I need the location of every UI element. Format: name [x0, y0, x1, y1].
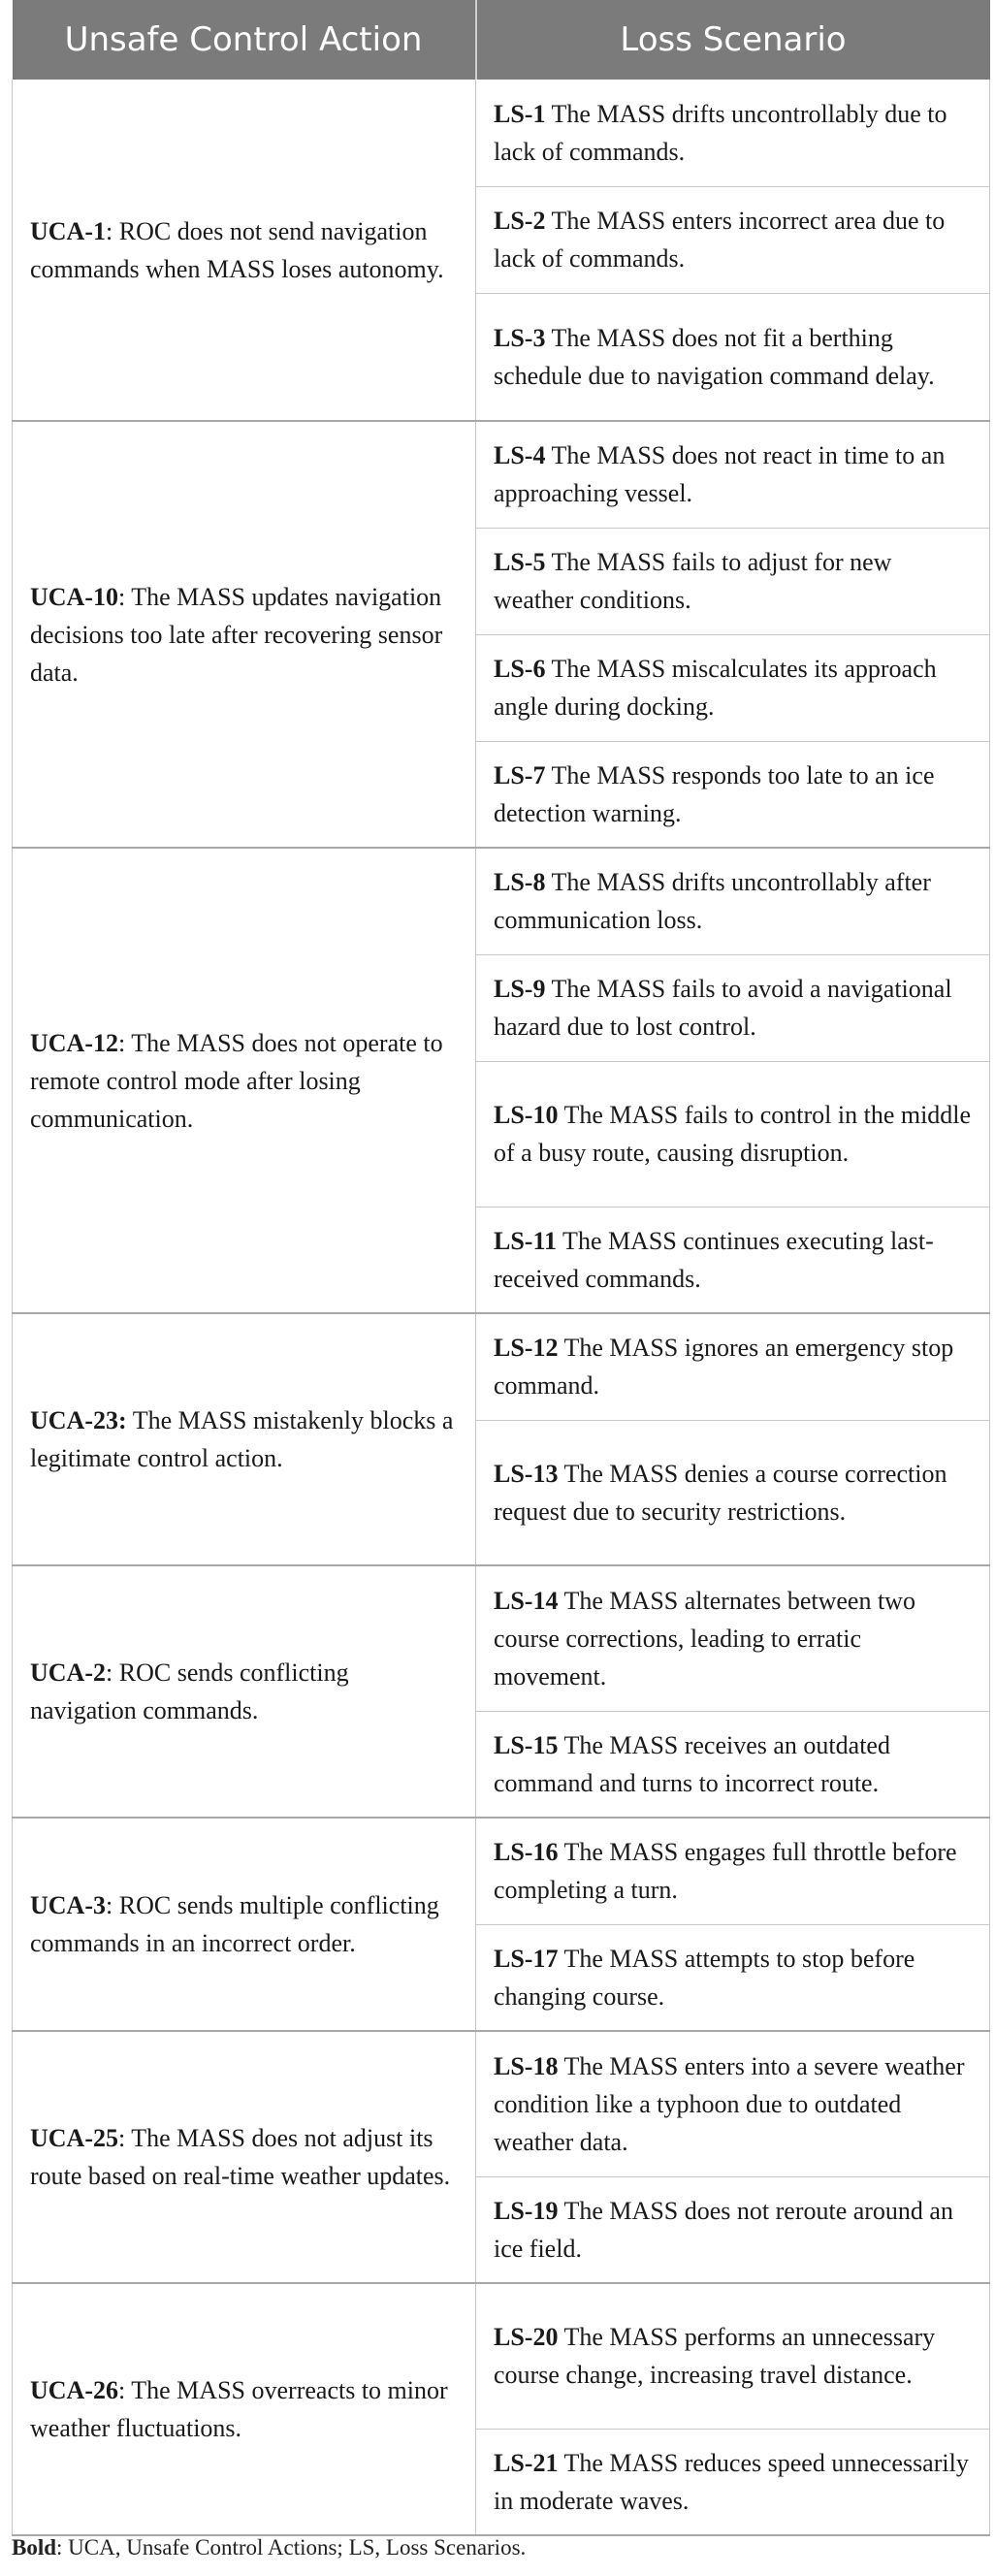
uca-description: The MASS does not operate to remote control mode after losing communication.	[30, 1028, 443, 1133]
uca-description: ROC sends multiple conflicting commands in an incorrect order.	[30, 1891, 439, 1957]
table-row	[13, 1818, 990, 1924]
table-row	[13, 1313, 990, 1420]
uca-cell	[13, 80, 476, 421]
loss-scenario-id: LS-4	[494, 441, 546, 470]
loss-scenario-id: LS-17	[494, 1944, 559, 1973]
loss-scenario-cell	[476, 848, 990, 954]
uca-id: UCA-2	[30, 1658, 106, 1687]
uca-description: ROC does not send navigation commands when MASS loses autonomy.	[30, 216, 444, 283]
loss-scenario-id: LS-9	[494, 975, 546, 1003]
loss-scenario-id: LS-1	[494, 99, 546, 128]
uca-separator: :	[118, 2376, 126, 2404]
uca-id: UCA-26	[30, 2376, 118, 2404]
uca-description: The MASS mistakenly blocks a legitimate control action.	[30, 1406, 454, 1472]
column-header-unsafe-control-action: Unsafe Control Action	[13, 0, 476, 80]
loss-scenario-id: LS-11	[494, 1226, 558, 1255]
uca-separator: :	[106, 1891, 113, 1919]
uca-loss-scenario-table	[12, 0, 990, 2536]
loss-scenario-cell	[476, 954, 990, 1061]
loss-scenario-id: LS-3	[494, 323, 546, 352]
table-row	[13, 2031, 990, 2176]
uca-cell	[13, 848, 476, 1313]
loss-scenario-description: The MASS continues executing last-received commands.	[494, 1226, 934, 1293]
column-header-loss-scenario: Loss Scenario	[476, 0, 990, 80]
loss-scenario-cell	[476, 1313, 990, 1420]
table-row	[13, 421, 990, 528]
loss-scenario-description: The MASS alternates between two course corrections, leading to erratic movement.	[494, 1586, 915, 1690]
uca-separator: :	[118, 1028, 126, 1057]
loss-scenario-cell	[476, 1818, 990, 1924]
loss-scenario-cell	[476, 2176, 990, 2283]
table-row	[13, 848, 990, 954]
loss-scenario-description: The MASS does not react in time to an approaching vessel.	[494, 441, 946, 508]
loss-scenario-cell	[476, 186, 990, 293]
loss-scenario-cell	[476, 2031, 990, 2176]
loss-scenario-id: LS-14	[494, 1586, 559, 1615]
loss-scenario-id: LS-15	[494, 1730, 559, 1759]
table-row	[13, 2283, 990, 2429]
footnote-text: : UCA, Unsafe Control Actions; LS, Loss Scenarios.	[56, 2535, 527, 2560]
loss-scenario-id: LS-13	[494, 1459, 559, 1488]
loss-scenario-id: LS-19	[494, 2196, 559, 2225]
loss-scenario-cell	[476, 528, 990, 634]
loss-scenario-description: The MASS performs an unnecessary course change, increasing travel distance.	[494, 2323, 936, 2390]
loss-scenario-description: The MASS denies a course correction request due to security restrictions.	[494, 1459, 947, 1526]
loss-scenario-cell	[476, 1565, 990, 1711]
loss-scenario-description: The MASS ignores an emergency stop command.	[494, 1334, 954, 1401]
uca-id: UCA-1	[30, 216, 106, 245]
loss-scenario-id: LS-18	[494, 2051, 559, 2080]
loss-scenario-cell	[476, 80, 990, 186]
uca-cell	[13, 1565, 476, 1818]
table-body	[13, 80, 990, 2535]
loss-scenario-description: The MASS does not fit a berthing schedule due to navigation command delay.	[494, 323, 935, 390]
uca-description: The MASS updates navigation decisions too late after recovering sensor data.	[30, 582, 443, 687]
loss-scenario-cell	[476, 1420, 990, 1565]
loss-scenario-description: The MASS enters into a severe weather condition like a typhoon due to outdated weather data.	[494, 2051, 965, 2156]
uca-description: The MASS overreacts to minor weather fluctuations.	[30, 2376, 448, 2442]
uca-cell	[13, 2283, 476, 2535]
loss-scenario-id: LS-21	[494, 2448, 559, 2477]
uca-separator: :	[106, 216, 113, 245]
loss-scenario-cell	[476, 293, 990, 421]
loss-scenario-description: The MASS drifts uncontrollably due to lack of commands.	[494, 99, 947, 166]
loss-scenario-id: LS-7	[494, 760, 546, 789]
table-row	[13, 1565, 990, 1711]
uca-cell	[13, 1818, 476, 2031]
loss-scenario-id: LS-8	[494, 868, 546, 897]
uca-cell	[13, 2031, 476, 2283]
uca-separator: :	[118, 2124, 126, 2152]
loss-scenario-cell	[476, 1924, 990, 2031]
loss-scenario-description: The MASS responds too late to an ice detection warning.	[494, 760, 935, 827]
uca-id: UCA-10	[30, 582, 118, 611]
uca-description: ROC sends conflicting navigation commands.	[30, 1658, 349, 1724]
loss-scenario-id: LS-5	[494, 548, 546, 576]
loss-scenario-cell	[476, 1061, 990, 1207]
loss-scenario-id: LS-12	[494, 1334, 559, 1363]
uca-cell	[13, 421, 476, 848]
loss-scenario-description: The MASS fails to avoid a navigational hazard due to lost control.	[494, 975, 952, 1041]
uca-id: UCA-3	[30, 1891, 106, 1919]
uca-cell	[13, 1313, 476, 1565]
loss-scenario-description: The MASS engages full throttle before completing a turn.	[494, 1838, 957, 1905]
table-header-row	[13, 0, 990, 80]
uca-description: The MASS does not adjust its route based on real-time weather updates.	[30, 2124, 451, 2190]
loss-scenario-id: LS-10	[494, 1101, 559, 1129]
loss-scenario-cell	[476, 741, 990, 848]
uca-separator: :	[118, 582, 126, 611]
uca-id: UCA-25	[30, 2124, 118, 2152]
loss-scenario-description: The MASS fails to adjust for new weather conditions.	[494, 548, 892, 614]
loss-scenario-cell	[476, 634, 990, 741]
loss-scenario-description: The MASS enters incorrect area due to lack of commands.	[494, 207, 946, 273]
loss-scenario-id: LS-16	[494, 1838, 559, 1867]
table-footnote	[12, 2535, 526, 2560]
loss-scenario-cell	[476, 421, 990, 528]
loss-scenario-description: The MASS drifts uncontrollably after communication loss.	[494, 868, 931, 935]
loss-scenario-id: LS-20	[494, 2323, 559, 2352]
loss-scenario-cell	[476, 1711, 990, 1818]
loss-scenario-description: The MASS attempts to stop before changing course.	[494, 1944, 915, 2011]
loss-scenario-description: The MASS fails to control in the middle of a busy route, causing disruption.	[494, 1101, 972, 1167]
loss-scenario-description: The MASS does not reroute around an ice field.	[494, 2196, 953, 2263]
uca-id: UCA-23	[30, 1406, 118, 1434]
loss-scenario-cell	[476, 1207, 990, 1313]
loss-scenario-id: LS-2	[494, 207, 546, 235]
loss-scenario-description: The MASS miscalculates its approach angle during docking.	[494, 655, 937, 721]
table-container	[12, 0, 989, 2536]
table-row	[13, 80, 990, 186]
loss-scenario-cell	[476, 2283, 990, 2429]
loss-scenario-description: The MASS receives an outdated command and turns to incorrect route.	[494, 1730, 890, 1797]
footnote-bold-label: Bold	[12, 2535, 57, 2560]
uca-separator: :	[106, 1658, 113, 1687]
loss-scenario-description: The MASS reduces speed unnecessarily in moderate waves.	[494, 2448, 969, 2515]
uca-id: UCA-12	[30, 1028, 118, 1057]
loss-scenario-cell	[476, 2429, 990, 2535]
loss-scenario-id: LS-6	[494, 655, 546, 683]
uca-separator: :	[118, 1406, 127, 1434]
